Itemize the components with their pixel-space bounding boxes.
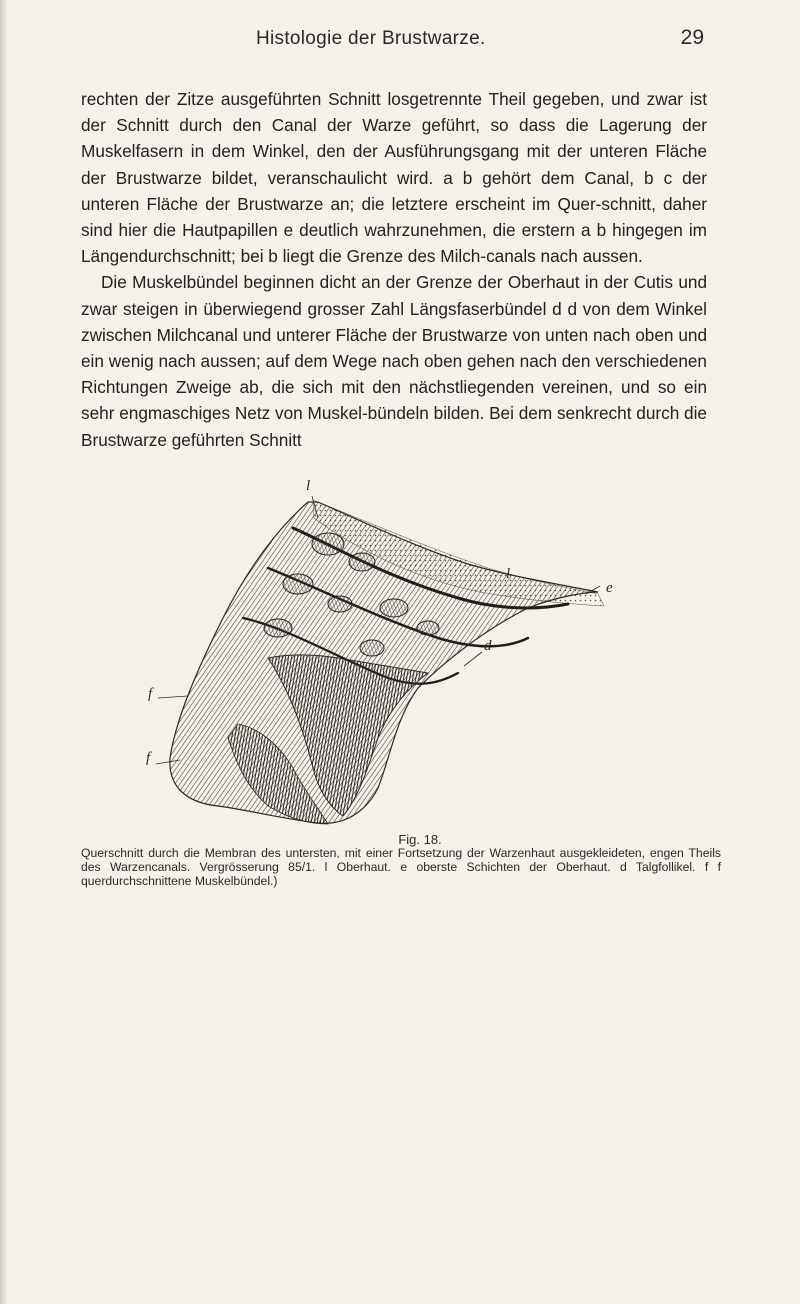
figure-label-f-upper: f	[148, 686, 153, 702]
leader-f-upper	[158, 696, 188, 698]
page-number: 29	[680, 26, 704, 49]
figure-number: Fig. 18.	[398, 832, 442, 847]
histology-figure	[128, 478, 668, 828]
figure-label-f-lower: f	[146, 750, 151, 766]
figure-label-l-top: l	[306, 478, 311, 494]
figure-label-l: l	[506, 566, 511, 582]
binding-edge	[0, 0, 8, 1304]
histology-illustration	[128, 488, 668, 828]
figure-caption: Querschnitt durch die Membran des untersten, mit einer Fortsetzung der Warzenhaut ausgekleideten, engen Theils des Warzencanals. Vergrösserung 85/1. l Oberhaut. e oberste Schichten der Oberhaut. d Talgfollikel. f f querdurchschnittene Muskelbündel.)	[81, 846, 721, 888]
paragraph-2: Die Muskelbündel beginnen dicht an der Grenze der Oberhaut in der Cutis und zwar steigen in überwiegend grosser Zahl Längsfaserbündel d d von dem Winkel zwischen Milchcanal und unterer Fläche der Brustwarze von unten nach oben und ein wenig nach aussen; auf dem Wege nach oben gehen nach den verschiedenen Richtungen Zweige ab, die sich mit den nächstliegenden vereinen, und so ein sehr engmaschiges Netz von Muskel-bündeln bilden. Bei dem senkrecht durch die Brustwarze geführten Schnitt	[81, 272, 707, 450]
body-text	[81, 86, 707, 453]
running-head: Histologie der Brustwarze.	[256, 28, 486, 49]
leader-d	[464, 652, 482, 666]
figure-label-d: d	[484, 638, 492, 654]
tissue-mass	[170, 502, 598, 823]
paragraph-1: rechten der Zitze ausgeführten Schnitt losgetrennte Theil gegeben, und zwar ist der Schnitt durch den Canal der Warze geführt, so dass die Lagerung der Muskelfasern in dem Winkel, den der Ausführungsgang mit der unteren Fläche der Brustwarze bildet, veranschaulicht wird. a b gehört dem Canal, b c der unteren Fläche der Brustwarze an; die letztere erscheint im Quer-schnitt, daher sind hier die Hautpapillen e deutlich wahrzunehmen, die erstern a b hingegen im Längendurchschnitt; bei b liegt die Grenze des Milch-canals nach aussen.	[81, 89, 707, 267]
figure-label-e: e	[606, 580, 613, 596]
